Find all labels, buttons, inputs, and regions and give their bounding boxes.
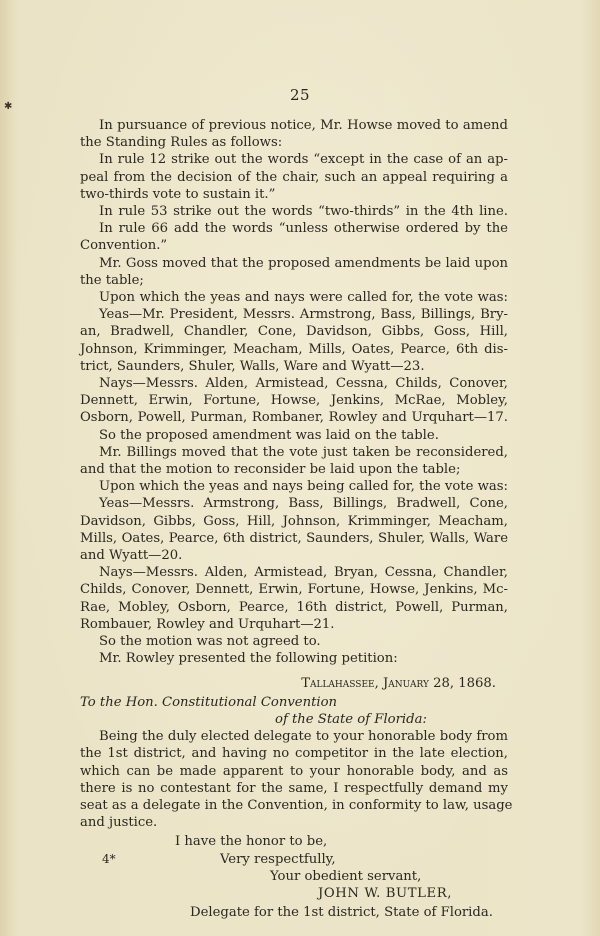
text-line: there is no contestant for the same, I respectfully demand my: [80, 780, 508, 796]
text-line: Childs, Conover, Dennett, Erwin, Fortune, Howse, Jenkins, Mc-: [80, 582, 508, 598]
text-line: Mr. Goss moved that the proposed amendments be laid upon: [99, 255, 508, 271]
closing-line: Very respectfully,: [220, 851, 336, 867]
signature-title: Delegate for the 1st district, State of Florida.: [190, 905, 493, 921]
text-line: and Wyatt—20.: [80, 548, 183, 564]
text-line: Osborn, Powell, Purman, Rombaner, Rowley and Urquhart—17.: [80, 410, 508, 426]
text-line: In rule 53 strike out the words “two-thirds” in the 4th line.: [99, 204, 508, 220]
closing-line: I have the honor to be,: [175, 834, 328, 850]
text-line: the 1st district, and having no competitor in the late election,: [80, 746, 508, 762]
printer-signature-mark: 4*: [102, 852, 116, 866]
text-line: In pursuance of previous notice, Mr. Howse moved to amend: [99, 118, 508, 133]
page-body: [80, 117, 513, 921]
text-line: Rae, Mobley, Osborn, Pearce, 16th district, Powell, Purman,: [80, 599, 508, 615]
petition-body: [80, 728, 513, 831]
text-line: Johnson, Krimminger, Meacham, Mills, Oates, Pearce, 6th dis-: [80, 341, 508, 357]
margin-mark: ✱: [4, 101, 13, 112]
text-line: and justice.: [80, 815, 158, 831]
text-line: So the motion was not agreed to.: [99, 634, 321, 650]
text-line: Mr. Rowley presented the following petition:: [99, 651, 398, 667]
petition-dateline: Tallahassee, January 28, 1868.: [301, 675, 496, 691]
text-line: Davidson, Gibbs, Goss, Hill, Johnson, Krimminger, Meacham,: [80, 513, 508, 529]
text-line: trict, Saunders, Shuler, Walls, Ware and Wyatt—23.: [80, 358, 425, 374]
text-line: an, Bradwell, Chandler, Cone, Davidson, Gibbs, Goss, Hill,: [80, 324, 508, 340]
text-line: Yeas—Mr. President, Messrs. Armstrong, Bass, Billings, Bry-: [99, 307, 508, 323]
petition-salutation: To the Hon. Constitutional Convention: [80, 694, 338, 710]
text-line: Dennett, Erwin, Fortune, Howse, Jenkins, McRae, Mobley,: [80, 393, 508, 409]
page-number: 25: [289, 86, 311, 104]
text-line: peal from the decision of the chair, such an appeal requiring a: [80, 169, 508, 185]
text-line: Upon which the yeas and nays being called for, the vote was:: [99, 479, 508, 495]
petition-salutation-continued: of the State of Florida:: [275, 711, 427, 727]
text-line: Upon which the yeas and nays were called for, the vote was:: [99, 290, 508, 306]
text-line: the Standing Rules as follows:: [80, 135, 283, 151]
text-line: seat as a delegate in the Convention, in conformity to law, usage: [80, 797, 513, 813]
text-line: the table;: [80, 272, 144, 288]
text-line: So the proposed amendment was laid on the table.: [99, 427, 439, 443]
signature-name: JOHN W. BUTLER,: [318, 885, 453, 901]
proceedings-text: [80, 117, 508, 668]
text-line: Nays—Messrs. Alden, Armistead, Bryan, Cessna, Chandler,: [99, 565, 508, 581]
text-line: Rombauer, Rowley and Urquhart—21.: [80, 616, 335, 632]
closing-line: Your obedient servant,: [270, 868, 422, 884]
text-line: Being the duly elected delegate to your honorable body from: [99, 729, 508, 745]
text-line: Nays—Messrs. Alden, Armistead, Cessna, Childs, Conover,: [99, 376, 508, 392]
text-line: In rule 66 add the words “unless otherwise ordered by the: [99, 221, 508, 237]
text-line: which can be made apparent to your honorable body, and as: [80, 763, 508, 779]
text-line: In rule 12 strike out the words “except in the case of an ap-: [99, 152, 508, 168]
text-line: two-thirds vote to sustain it.”: [80, 186, 276, 202]
text-line: Mills, Oates, Pearce, 6th district, Saunders, Shuler, Walls, Ware: [80, 530, 508, 546]
text-line: and that the motion to reconsider be laid upon the table;: [80, 462, 461, 478]
text-line: Yeas—Messrs. Armstrong, Bass, Billings, Bradwell, Cone,: [99, 496, 508, 512]
text-line: Convention.”: [80, 238, 168, 254]
text-line: Mr. Billings moved that the vote just taken be reconsidered,: [99, 444, 508, 460]
